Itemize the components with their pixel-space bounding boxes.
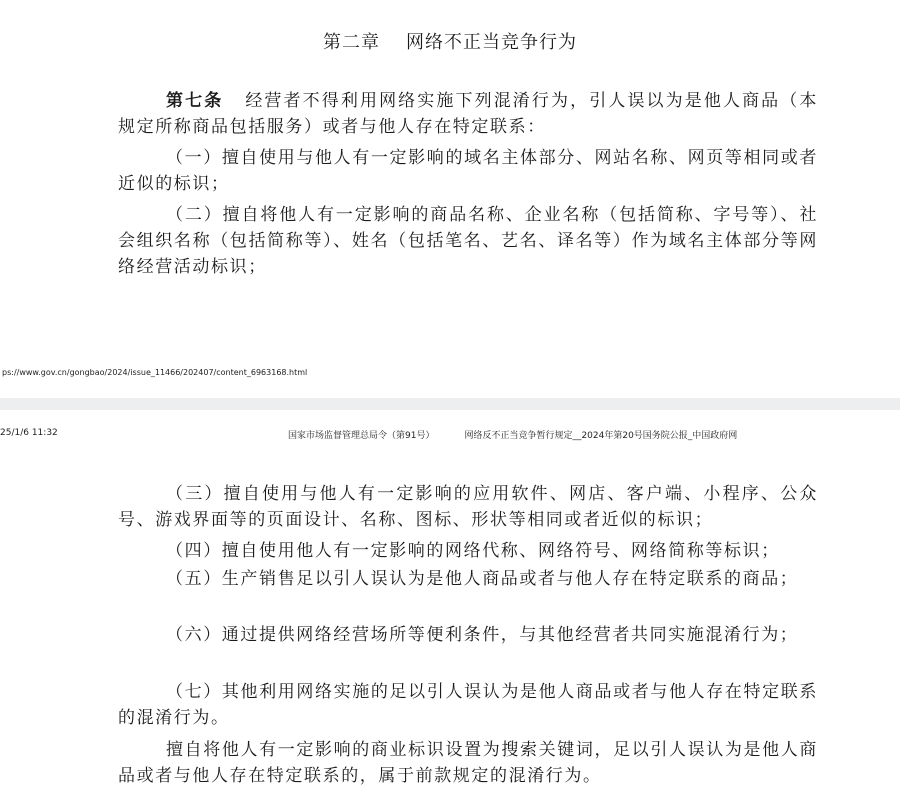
clause-2: （二）擅自将他人有一定影响的商品名称、企业名称（包括简称、字号等）、社会组织名称（包括简称等）、姓名（包括笔名、艺名、译名等）作为域名主体部分等网络经营活动标识；: [118, 205, 818, 277]
header-left-text: 国家市场监督管理总局令（第91号）: [288, 431, 435, 441]
print-header-title: [288, 428, 737, 441]
clause-7: （七）其他利用网络实施的足以引人误认为是他人商品或者与他人存在特定联系的混淆行为。: [118, 682, 818, 728]
print-timestamp: 25/1/6 11:32: [0, 428, 58, 438]
page-divider: [0, 398, 900, 410]
chapter-title: 网络不正当竞争行为: [406, 32, 577, 53]
header-right-text: 网络反不正当竞争暂行规定__2024年第20号国务院公报_中国政府网: [464, 431, 738, 441]
chapter-heading: [0, 28, 900, 54]
clause-3: （三）擅自使用与他人有一定影响的应用软件、网店、客户端、小程序、公众号、游戏界面等的页面设计、名称、图标、形状等相同或者近似的标识；: [118, 484, 818, 530]
clause-4: （四）擅自使用他人有一定影响的网络代称、网络符号、网络简称等标识；: [166, 541, 780, 561]
article-label: 第七条: [166, 91, 224, 111]
footer-url: ps://www.gov.cn/gongbao/2024/issue_11466/202407/content_6963168.html: [2, 368, 308, 377]
clause-6: （六）通过提供网络经营场所等便利条件，与其他经营者共同实施混淆行为；: [166, 625, 799, 645]
closing-paragraph: 擅自将他人有一定影响的商业标识设置为搜索关键词，足以引人误认为是他人商品或者与他人存在特定联系的，属于前款规定的混淆行为。: [118, 740, 818, 786]
article-7-paragraph: [118, 88, 818, 140]
article-text: 经营者不得利用网络实施下列混淆行为，引人误以为是他人商品（本规定所称商品包括服务）或者与他人存在特定联系：: [118, 91, 818, 137]
document-page-1: [0, 0, 900, 390]
clause-5: （五）生产销售足以引人误认为是他人商品或者与他人存在特定联系的商品；: [166, 569, 799, 589]
clause-1: （一）擅自使用与他人有一定影响的域名主体部分、网站名称、网页等相同或者近似的标识；: [118, 148, 818, 194]
chapter-number: 第二章: [323, 32, 380, 53]
